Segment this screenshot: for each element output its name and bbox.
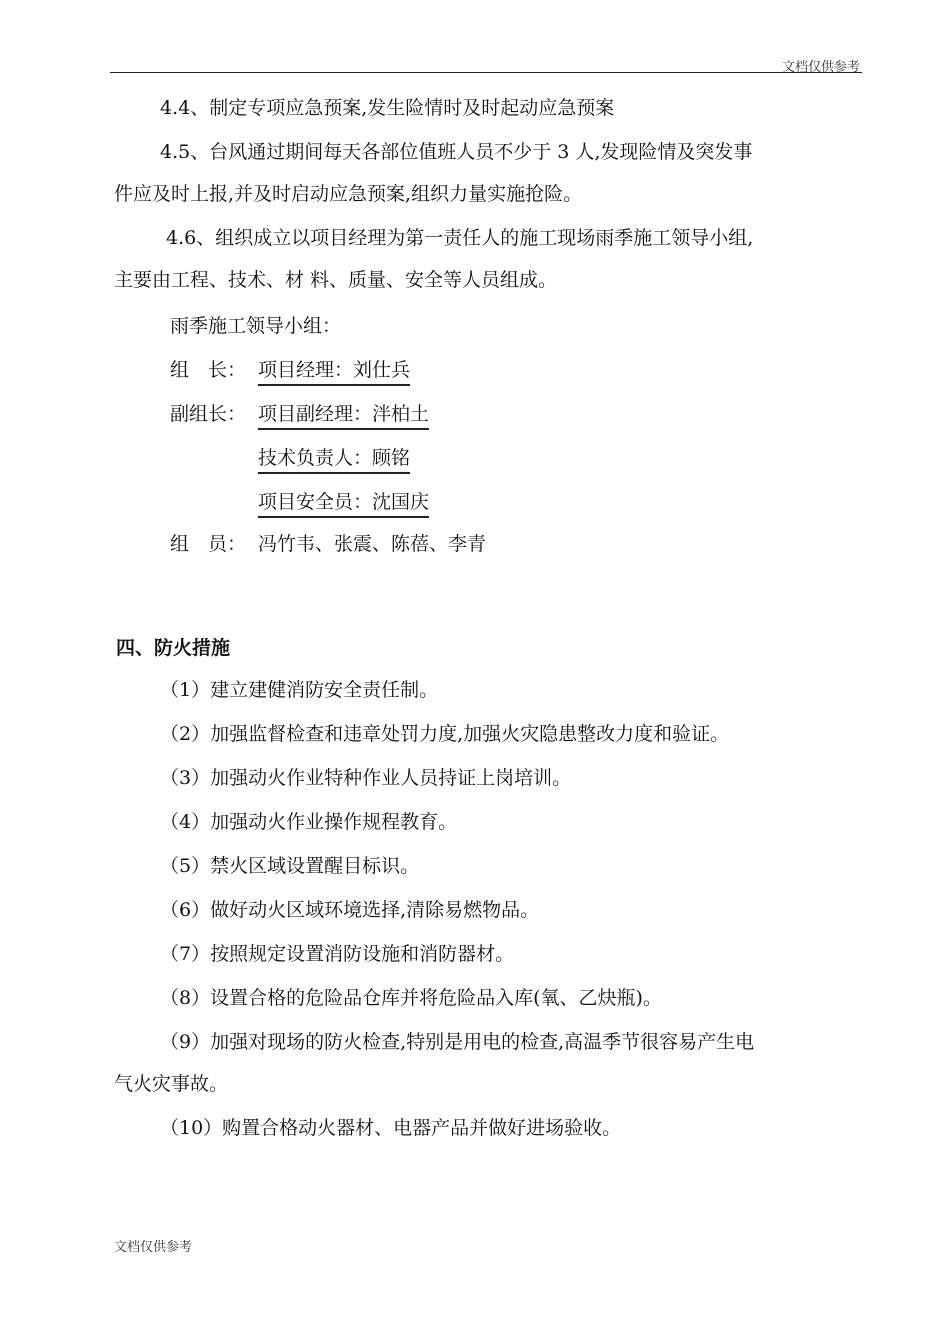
fire-item-7: （7）按照规定设置消防设施和消防器材。	[160, 943, 515, 965]
deputy-label: 副组长：	[170, 403, 247, 425]
fire-item-4: （4）加强动火作业操作规程教育。	[160, 811, 458, 833]
fire-item-2: （2）加强监督检查和违章处罚力度,加强火灾隐患整改力度和验证。	[160, 723, 730, 745]
fire-item-9-line2: 气火灾事故。	[114, 1073, 229, 1095]
paragraph-4-6-line1: 4.6、组织成立以项目经理为第一责任人的施工现场雨季施工领导小组,	[166, 227, 754, 249]
members-label: 组 员：	[170, 533, 247, 555]
header-note: 文档仅供参考	[781, 60, 860, 75]
fire-item-9-line1: （9）加强对现场的防火检查,特别是用电的检查,高温季节很容易产生电	[160, 1031, 755, 1053]
fire-item-3: （3）加强动火作业特种作业人员持证上岗培训。	[160, 767, 572, 789]
fire-item-1: （1）建立建健消防安全责任制。	[160, 679, 439, 701]
deputy-1-text: 项目副经理：泮柏土	[258, 403, 429, 430]
fire-item-6: （6）做好动火区域环境选择,清除易燃物品。	[160, 899, 540, 921]
header-rule	[110, 72, 862, 73]
fire-item-8: （8）设置合格的危险品仓库并将危险品入库(氧、乙炔瓶)。	[160, 987, 662, 1009]
deputy-3-text: 项目安全员：沈国庆	[258, 491, 429, 518]
footer-note: 文档仅供参考	[114, 1240, 193, 1255]
paragraph-4-4: 4.4、制定专项应急预案,发生险情时及时起动应急预案	[160, 97, 615, 119]
deputy-2	[258, 446, 410, 470]
leader-label: 组 长：	[170, 359, 247, 381]
paragraph-4-6-line2: 主要由工程、技术、材 料、质量、安全等人员组成。	[114, 269, 558, 291]
deputy-2-text: 技术负责人：顾铭	[258, 447, 410, 474]
members-value: 冯竹韦、张震、陈蓓、李青	[258, 533, 487, 555]
fire-item-5: （5）禁火区域设置醒目标识。	[160, 855, 420, 877]
section-4-heading: 四、防火措施	[116, 637, 231, 659]
leader-value	[258, 358, 410, 382]
paragraph-4-5-line1: 4.5、台风通过期间每天各部位值班人员不少于 3 人,发现险情及突发事	[160, 141, 753, 163]
deputy-3	[258, 490, 429, 514]
fire-item-10: （10）购置合格动火器材、电器产品并做好进场验收。	[160, 1117, 622, 1139]
paragraph-4-5-line2: 件应及时上报,并及时启动应急预案,组织力量实施抢险。	[114, 183, 583, 205]
team-title: 雨季施工领导小组：	[170, 315, 342, 337]
leader-value-text: 项目经理：刘仕兵	[258, 359, 410, 386]
deputy-1	[258, 402, 429, 426]
